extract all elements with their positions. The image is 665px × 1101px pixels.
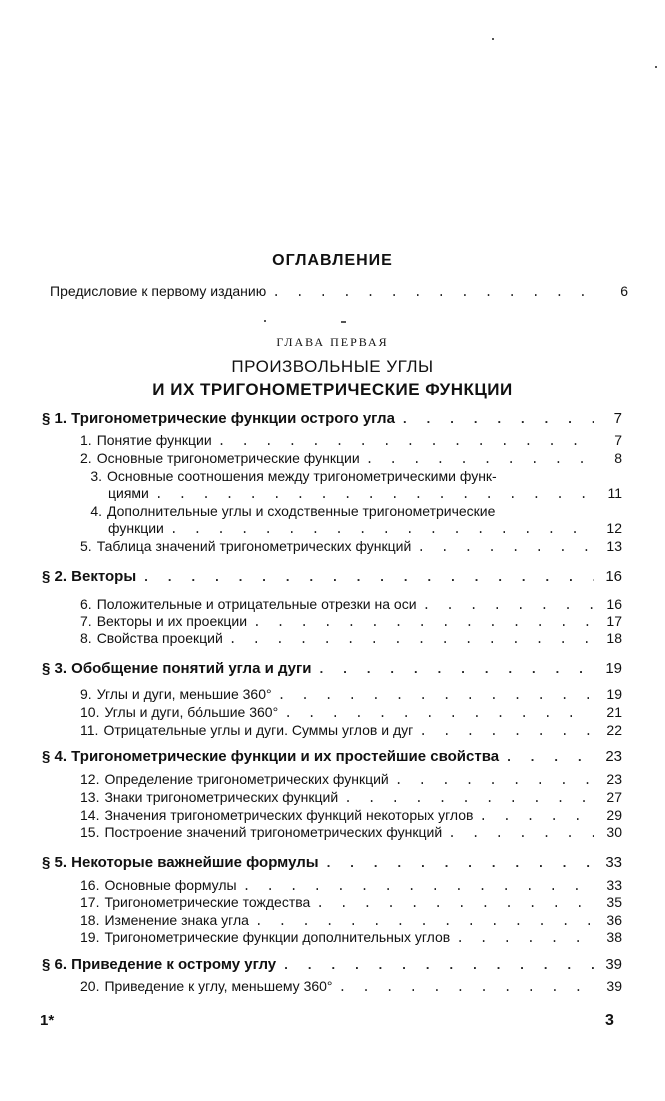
toc-item [80, 503, 622, 519]
leader-dots [456, 931, 594, 946]
item-page: 38 [606, 929, 622, 945]
item-number: 5. [80, 538, 92, 554]
leader-dots [318, 662, 595, 677]
item-page: 17 [606, 613, 622, 629]
item-number: 1. [80, 432, 92, 448]
item-label: Изменение знака угла [104, 912, 249, 928]
chapter-label: ГЛАВА ПЕРВАЯ [276, 335, 389, 349]
leader-dots [243, 879, 594, 894]
toc-item [80, 789, 622, 806]
toc-item [80, 704, 622, 721]
leader-dots [339, 980, 594, 995]
toc-item [80, 538, 622, 555]
item-number: 16. [80, 877, 100, 893]
item-number: 2. [80, 450, 92, 466]
item-label-continuation: функции [108, 520, 164, 536]
toc-item [80, 630, 622, 647]
item-number: 6. [80, 596, 92, 612]
toc-item [80, 722, 622, 739]
item-label: Отрицательные углы и дуги. Суммы углов и дуг [103, 722, 414, 738]
section-label: § 1. Тригонометрические функции острого угла [42, 410, 395, 427]
toc-item [80, 978, 622, 995]
item-page: 27 [606, 789, 622, 805]
item-label: Основные формулы [104, 877, 237, 893]
print-speck [655, 66, 657, 68]
leader-dots [423, 598, 594, 613]
item-page: 16 [606, 596, 622, 612]
print-speck [264, 320, 266, 322]
page-number: 3 [605, 1012, 614, 1029]
signature-mark: 1* [40, 1012, 55, 1029]
item-label: Положительные и отрицательные отрезки на оси [96, 596, 417, 612]
item-number: 7. [80, 613, 92, 629]
leader-dots [505, 750, 594, 765]
item-number: 12. [80, 771, 100, 787]
preface-entry [50, 283, 628, 300]
item-label: Основные тригонометрические функции [96, 450, 360, 466]
item-number: 4. [90, 503, 102, 519]
item-page: 35 [606, 894, 622, 910]
item-page: 7 [614, 432, 622, 448]
toc-item-continuation [108, 485, 622, 502]
leader-dots [142, 570, 594, 585]
section-entry [42, 410, 622, 427]
preface-page: 6 [620, 283, 628, 299]
item-label: Понятие функции [96, 432, 212, 448]
item-label: Знаки тригонометрических функций [104, 789, 339, 805]
chapter-title-line1: ПРОИЗВОЛЬНЫЕ УГЛЫ [231, 357, 434, 376]
item-number: 9. [80, 686, 92, 702]
item-page: 19 [606, 686, 622, 702]
toc-item [80, 894, 622, 911]
leader-dots [395, 773, 594, 788]
toc-item [80, 468, 622, 484]
section-entry [42, 748, 622, 765]
section-page: 16 [605, 568, 622, 585]
print-speck [492, 38, 494, 40]
toc-item [80, 432, 622, 449]
leader-dots [417, 540, 594, 555]
item-label: Приведение к углу, меньшему 360° [104, 978, 333, 994]
item-label: Тригонометрические тождества [104, 894, 311, 910]
leader-dots [155, 487, 594, 502]
item-page: 29 [606, 807, 622, 823]
leader-dots [253, 615, 594, 630]
leader-dots [218, 434, 594, 449]
item-page: 23 [606, 771, 622, 787]
leader-dots [401, 412, 594, 427]
toc-item [80, 824, 622, 841]
leader-dots [282, 958, 594, 973]
section-entry [42, 660, 622, 677]
chapter-title-line2: И ИХ ТРИГОНОМЕТРИЧЕСКИЕ ФУНКЦИИ [152, 380, 513, 399]
item-label: Углы и дуги, бо́льшие 360° [104, 704, 279, 720]
section-label: § 5. Некоторые важнейшие формулы [42, 854, 319, 871]
item-page: 33 [606, 877, 622, 893]
toc-item [80, 807, 622, 824]
section-entry [42, 568, 622, 585]
toc-item [80, 877, 622, 894]
toc-item [80, 450, 622, 467]
item-page: 11 [607, 485, 622, 501]
item-label: Построение значений тригонометрических функций [104, 824, 443, 840]
toc-item [80, 613, 622, 630]
section-label: § 6. Приведение к острому углу [42, 956, 277, 973]
item-number: 8. [80, 630, 92, 646]
leader-dots [284, 706, 594, 721]
item-number: 10. [80, 704, 100, 720]
item-page: 39 [606, 978, 622, 994]
item-page: 8 [614, 450, 622, 466]
item-label: Векторы и их проекции [96, 613, 248, 629]
leader-dots [448, 826, 594, 841]
section-label: § 2. Векторы [42, 568, 137, 585]
section-label: § 4. Тригонометрические функции и их простейшие свойства [42, 748, 500, 765]
leader-dots [272, 285, 600, 300]
item-label: Свойства проекций [96, 630, 223, 646]
item-number: 15. [80, 824, 100, 840]
item-label: Значения тригонометрических функций некоторых углов [104, 807, 474, 823]
item-page: 12 [606, 520, 622, 536]
toc-title: ОГЛАВЛЕНИЕ [272, 252, 393, 269]
leader-dots [170, 522, 594, 537]
leader-dots [229, 632, 594, 647]
item-number: 19. [80, 929, 100, 945]
toc-item-continuation [108, 520, 622, 537]
print-speck [341, 321, 346, 323]
item-number: 13. [80, 789, 100, 805]
item-number: 17. [80, 894, 100, 910]
section-page: 19 [605, 660, 622, 677]
toc-item [80, 771, 622, 788]
item-label: Углы и дуги, меньшие 360° [96, 686, 272, 702]
item-label: Определение тригонометрических функций [104, 771, 389, 787]
leader-dots [316, 896, 594, 911]
leader-dots [479, 809, 594, 824]
leader-dots [255, 914, 594, 929]
item-page: 18 [606, 630, 622, 646]
item-number: 11. [80, 722, 99, 738]
item-page: 21 [606, 704, 622, 720]
item-label-continuation: циями [108, 485, 149, 501]
item-number: 18. [80, 912, 100, 928]
item-number: 20. [80, 978, 100, 994]
section-entry [42, 854, 622, 871]
toc-item [80, 686, 622, 703]
section-label: § 3. Обобщение понятий угла и дуги [42, 660, 312, 677]
section-page: 33 [605, 854, 622, 871]
item-page: 13 [606, 538, 622, 554]
toc-item [80, 929, 622, 946]
section-page: 39 [605, 956, 622, 973]
leader-dots [278, 688, 594, 703]
preface-label: Предисловие к первому изданию [50, 283, 267, 299]
item-page: 22 [606, 722, 622, 738]
section-page: 23 [605, 748, 622, 765]
leader-dots [366, 452, 594, 467]
section-entry [42, 956, 622, 973]
item-label: Тригонометрические функции дополнительных углов [104, 929, 451, 945]
item-number: 14. [80, 807, 100, 823]
leader-dots [325, 856, 594, 871]
item-label: Дополнительные углы и сходственные тригонометрические [107, 503, 496, 519]
leader-dots [419, 724, 594, 739]
item-label: Таблица значений тригонометрических функций [96, 538, 412, 554]
toc-item [80, 912, 622, 929]
item-number: 3. [90, 468, 102, 484]
leader-dots [344, 791, 594, 806]
section-page: 7 [613, 410, 622, 427]
item-label: Основные соотношения между тригонометрическими функ- [107, 468, 497, 484]
item-page: 36 [606, 912, 622, 928]
item-page: 30 [606, 824, 622, 840]
toc-item [80, 596, 622, 613]
